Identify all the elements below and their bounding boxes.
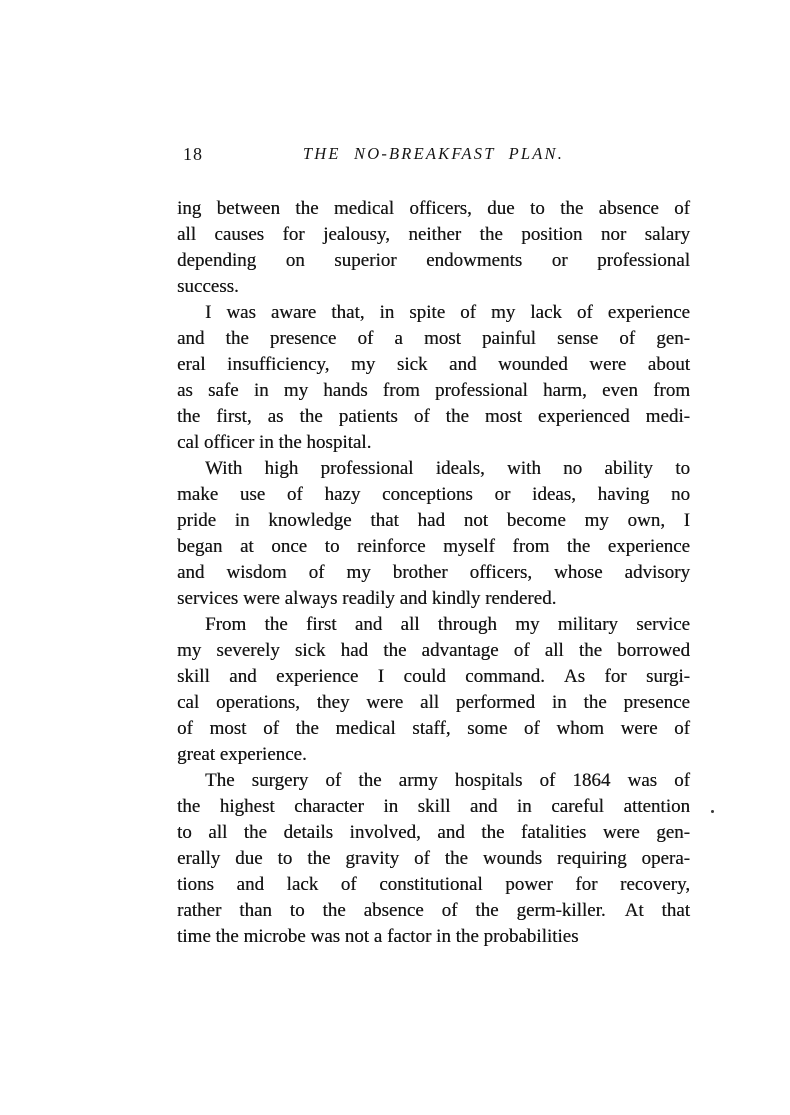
text-line: rather than to the absence of the germ-killer. At that	[177, 900, 690, 921]
page-body	[177, 196, 690, 950]
text-line: depending on superior endowments or professional	[177, 250, 690, 271]
paragraph	[177, 456, 690, 612]
text-line: erally due to the gravity of the wounds requiring opera-	[177, 848, 690, 869]
text-line: make use of hazy conceptions or ideas, having no	[177, 484, 690, 505]
text-line: began at once to reinforce myself from the experience	[177, 536, 690, 557]
text-line: From the first and all through my military service	[205, 614, 690, 635]
text-line: the highest character in skill and in careful attention	[177, 796, 690, 817]
text-line: services were always readily and kindly rendered.	[177, 588, 557, 609]
text-line: tions and lack of constitutional power for recovery,	[177, 874, 690, 895]
text-line: skill and experience I could command. As for surgi-	[177, 666, 690, 687]
ink-speck	[711, 810, 714, 813]
running-title: THE NO-BREAKFAST PLAN.	[302, 144, 565, 163]
text-line: cal officer in the hospital.	[177, 432, 372, 453]
paragraph	[177, 300, 690, 456]
text-line: great experience.	[177, 744, 307, 765]
page-header	[177, 144, 690, 170]
text-line: the first, as the patients of the most experienced medi-	[177, 406, 690, 427]
text-line: to all the details involved, and the fatalities were gen-	[177, 822, 690, 843]
page-number: 18	[183, 144, 203, 164]
text-line: time the microbe was not a factor in the probabilities	[177, 926, 579, 947]
text-line: The surgery of the army hospitals of 1864 was of	[205, 770, 690, 791]
text-line: as safe in my hands from professional harm, even from	[177, 380, 690, 401]
text-line: and the presence of a most painful sense of gen-	[177, 328, 690, 349]
text-line: cal operations, they were all performed in the presence	[177, 692, 690, 713]
text-line: pride in knowledge that had not become my own, I	[177, 510, 690, 531]
text-line: success.	[177, 276, 239, 297]
text-line: eral insufficiency, my sick and wounded were about	[177, 354, 690, 375]
text-line: I was aware that, in spite of my lack of experience	[205, 302, 690, 323]
paragraph	[177, 768, 690, 950]
text-line: ing between the medical officers, due to the absence of	[177, 198, 690, 219]
text-line: and wisdom of my brother officers, whose advisory	[177, 562, 690, 583]
text-line: my severely sick had the advantage of all the borrowed	[177, 640, 690, 661]
paragraph	[177, 196, 690, 300]
text-line: all causes for jealousy, neither the position nor salary	[177, 224, 690, 245]
paragraph	[177, 612, 690, 768]
text-line: With high professional ideals, with no ability to	[205, 458, 690, 479]
text-line: of most of the medical staff, some of whom were of	[177, 718, 690, 739]
